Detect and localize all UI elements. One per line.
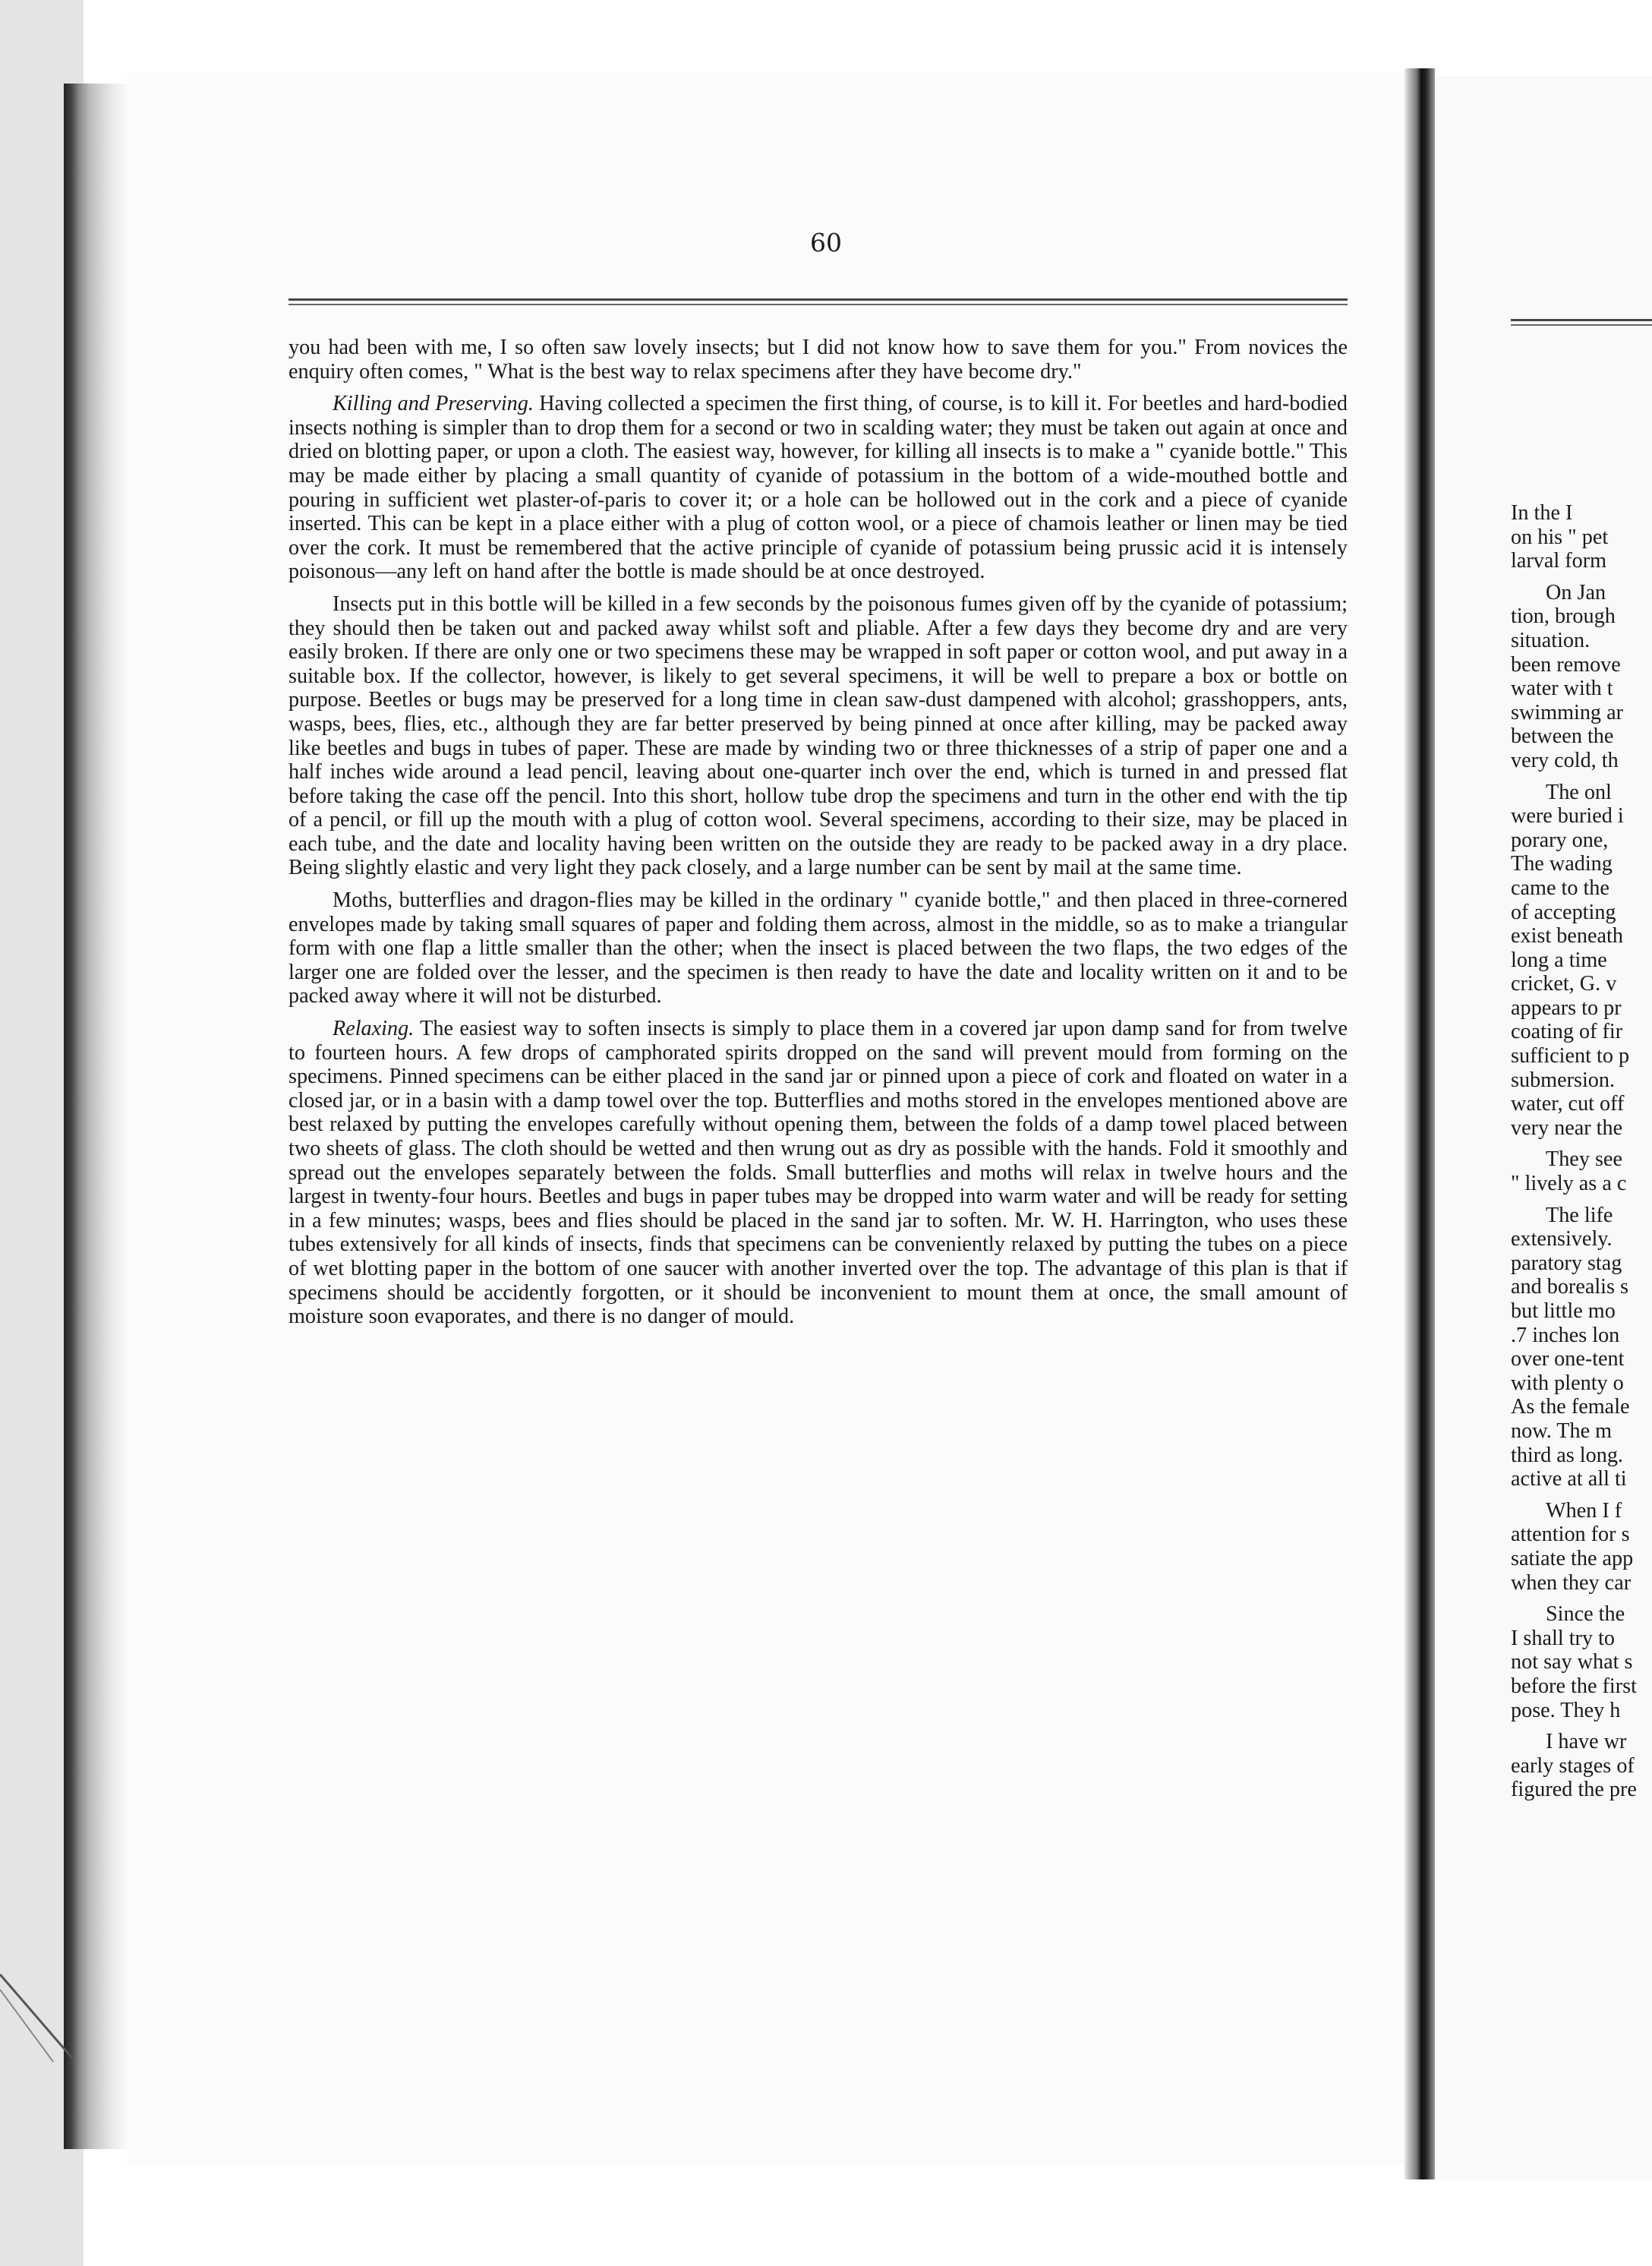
facing-page-line: extensively.	[1511, 1227, 1613, 1251]
facing-page-line: over one-tent	[1511, 1347, 1625, 1371]
facing-page-line: I shall try to	[1511, 1626, 1616, 1650]
page-body	[288, 336, 1348, 1337]
paragraph	[288, 336, 1348, 383]
section-heading: Killing and Preserving.	[333, 392, 534, 416]
facing-page-line: On Jan	[1546, 580, 1606, 604]
facing-page-line: pose. They h	[1511, 1698, 1621, 1722]
facing-page-line: were buried i	[1511, 804, 1624, 828]
facing-page-line: When I f	[1546, 1498, 1622, 1523]
facing-page-line: .7 inches lon	[1511, 1323, 1620, 1347]
facing-page-line: attention for s	[1511, 1523, 1630, 1547]
paragraph	[288, 592, 1348, 880]
facing-page-line: porary one,	[1511, 828, 1609, 852]
paragraph	[288, 888, 1348, 1008]
facing-page-line: paratory stag	[1511, 1251, 1622, 1275]
facing-page	[1435, 76, 1652, 2179]
facing-page-line: of accepting	[1511, 900, 1616, 924]
facing-page-line: They see	[1546, 1147, 1622, 1172]
facing-page-line: As the female	[1511, 1395, 1630, 1419]
facing-page-line: submersion.	[1511, 1068, 1616, 1092]
facing-page-line: figured the pre	[1511, 1778, 1637, 1802]
facing-page-line: came to the	[1511, 876, 1609, 900]
facing-page-line: when they car	[1511, 1570, 1632, 1595]
scan-edge-mark	[0, 1959, 91, 2066]
book-binding-edge	[64, 84, 128, 2149]
facing-page-line: with plenty o	[1511, 1371, 1624, 1395]
facing-page-line: satiate the app	[1511, 1546, 1634, 1570]
facing-page-line: on his " pet	[1511, 525, 1609, 549]
facing-page-line: very near the	[1511, 1116, 1623, 1140]
paragraph-text: The easiest way to soften insects is simply to place them in a covered jar upon damp sand for from twelve to fourteen hours. A few drops of camphorated spirits dropped on the sand will prevent mould from forming on the specimens. Pinned specimens can be either placed in the sand jar or pinned upon a piece of cork and floated on water in a closed jar, or in a basin with a damp towel over the top. Butterflies and moths stored in the envelopes mentioned above are best relaxed by putting the envelopes carefully without opening them, between the folds of a damp towel placed between two sheets of glass. The cloth should be wetted and then wrung out as dry as possible with the hands. Fold it smoothly and spread out the envelopes separately between the folds. Small butterflies and moths will relax in twelve hours and the largest in twenty-four hours. Beetles and bugs in paper tubes may be dropped into warm water and will be ready for setting in a few minutes; wasps, bees and flies should be placed in the sand jar to soften. Mr. W. H. Harrington, who uses these tubes extensively for all kinds of insects, finds that specimens can be conveniently relaxed by putting the tubes on a piece of wet blotting paper in the bottom of one saucer with another inverted over the top. The advantage of this plan is that if specimens should be accidently forgotten, or it should be inconvenient to mount them at once, the small amount of moisture soon evaporates, and there is no danger of mould.	[288, 1017, 1348, 1329]
facing-page-text	[1511, 501, 1652, 1802]
facing-page-line: situation.	[1511, 628, 1591, 652]
paragraph-text: Insects put in this bottle will be killed in a few seconds by the poisonous fumes given off by the cyanide of potassium; they should then be taken out and packed away whilst soft and pliable. After a few days they become dry and are very easily broken. If there are only one or two specimens these may be wrapped in soft paper or cotton wool, and put away in a suitable box. If the collector, however, is likely to get several specimens, it will be well to prepare a box or bottle on purpose. Beetles or bugs may be preserved for a long time in clean saw-dust dampened with alcohol; grasshoppers, ants, wasps, bees, flies, etc., although they are far better preserved by being pinned at once after killing, may be packed away like beetles and bugs in tubes of paper. These are made by winding two or three thicknesses of a strip of paper one and a half inches wide around a lead pencil, leaving about one-quarter inch over the end, which is turned in and pressed flat before taking the case off the pencil. Into this short, hollow tube drop the specimens and turn in the other end with the tip of a pencil, or fill up the mouth with a plug of cotton wool. Several specimens, according to their size, may be placed in each tube, and the date and locality having been written on the outside they are ready to be packed away in a dry place. Being slightly elastic and very light they pack closely, and a large number can be sent by mail at the same time.	[288, 592, 1348, 880]
facing-page-line: swimming ar	[1511, 700, 1623, 724]
paragraph	[288, 1017, 1348, 1329]
header-rule	[288, 298, 1348, 308]
facing-page-line: very cold, th	[1511, 748, 1619, 772]
facing-page-line: Since the	[1546, 1602, 1625, 1627]
page-number: 60	[810, 228, 842, 257]
facing-page-line: coating of fir	[1511, 1020, 1623, 1044]
facing-page-line: and borealis s	[1511, 1275, 1628, 1299]
facing-page-line: tion, brough	[1511, 604, 1616, 629]
facing-page-line: now. The m	[1511, 1419, 1613, 1443]
paragraph	[288, 392, 1348, 584]
book-gutter	[1405, 68, 1435, 2179]
facing-page-line: cricket, G. v	[1511, 972, 1617, 996]
facing-page-line: The life	[1546, 1203, 1613, 1227]
facing-page-line: been remove	[1511, 652, 1621, 677]
facing-page-line: but little mo	[1511, 1299, 1616, 1323]
facing-page-line: " lively as a c	[1511, 1172, 1627, 1196]
facing-page-line: long a time	[1511, 948, 1607, 972]
facing-page-line: larval form	[1511, 549, 1607, 573]
facing-page-line: I have wr	[1546, 1730, 1627, 1754]
facing-page-line: between the	[1511, 724, 1614, 749]
paragraph-text: Having collected a specimen the first thing, of course, is to kill it. For beetles and hard-bodied insects nothing is simpler than to drop them for a second or two in scalding water; they must be taken out again at once and dried on blotting paper, or upon a cloth. The easiest way, however, for killing all insects is to make a " cyanide bottle." This may be made either by placing a small quantity of cyanide of potassium in the bottom of a wide-mouthed bottle and pouring in sufficient wet plaster-of-paris to cover it; or a hole can be hollowed out in the cork and a piece of cyanide inserted. This can be kept in a place either with a plug of cotton wool, or a piece of chamois leather or linen may be tied over the cork. It must be remembered that the active principle of cyanide of potassium being prussic acid it is intensely poisonous—any left on hand after the bottle is made should be at once destroyed.	[288, 392, 1348, 584]
facing-page-line: In the I	[1511, 501, 1573, 525]
facing-page-line: The onl	[1546, 780, 1612, 804]
facing-page-line: early stages of	[1511, 1753, 1635, 1778]
facing-page-line: The wading	[1511, 852, 1613, 876]
facing-page-line: not say what s	[1511, 1650, 1633, 1674]
facing-page-line: exist beneath	[1511, 924, 1623, 948]
facing-page-line: sufficient to p	[1511, 1044, 1630, 1068]
facing-page-line: appears to pr	[1511, 996, 1622, 1020]
facing-page-line: third as long.	[1511, 1443, 1623, 1467]
section-heading: Relaxing.	[333, 1017, 415, 1041]
facing-page-line: active at all ti	[1511, 1467, 1627, 1491]
facing-page-line: before the first	[1511, 1674, 1637, 1698]
facing-page-header-rule	[1511, 319, 1652, 327]
facing-page-line: water with t	[1511, 677, 1613, 701]
paragraph-text: you had been with me, I so often saw lovely insects; but I did not know how to save them for you." From novices the enquiry often comes, " What is the best way to relax specimens after they have become dry."	[288, 336, 1348, 383]
paragraph-text: Moths, butterflies and dragon-flies may be killed in the ordinary " cyanide bottle," and then placed in three-cornered envelopes made by taking small squares of paper and folding them across, almost in the middle, so as to make a triangular form with one flap a little smaller than the other; when the insect is placed between the two flaps, the two edges of the larger one are folded over the lesser, and the specimen is then ready to have the date and locality written on it and to be packed away where it will not be disturbed.	[288, 888, 1348, 1008]
facing-page-line: water, cut off	[1511, 1092, 1625, 1116]
